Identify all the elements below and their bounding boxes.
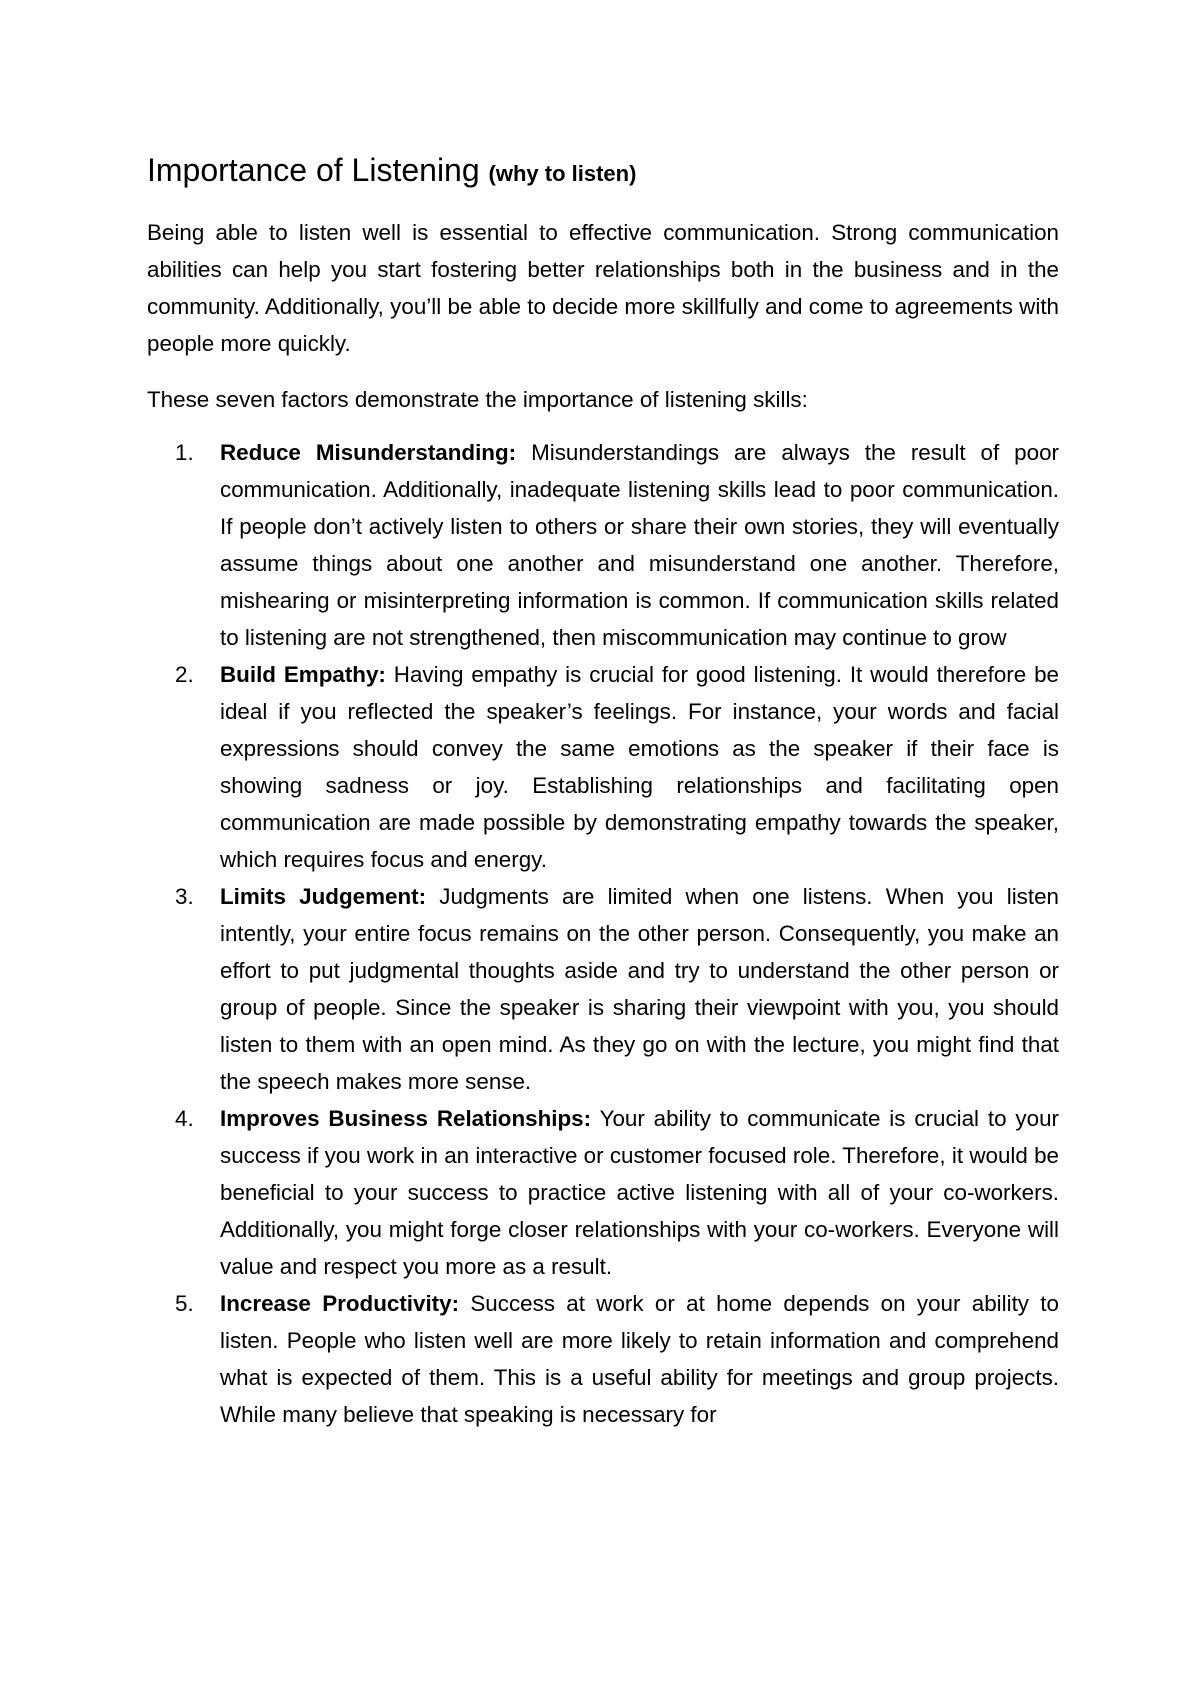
title-suffix: (why to listen) bbox=[488, 161, 637, 186]
item-text: Success at work or at home depends on your ability to listen. People who listen well are more likely to retain information and comprehend what is expected of them. This is a useful ability for meetings and group projects. While many believe that speaking is necessary for bbox=[220, 1291, 1059, 1427]
item-number: 3. bbox=[175, 884, 194, 909]
item-number: 5. bbox=[175, 1291, 194, 1316]
item-term: Build Empathy: bbox=[220, 662, 386, 687]
list-item bbox=[147, 656, 1059, 878]
factors-list bbox=[147, 434, 1059, 1433]
item-text: Judgments are limited when one listens. When you listen intently, your entire focus remains on the other person. Consequently, you make an effort to put judgmental thoughts aside and try to understand the other person or group of people. Since the speaker is sharing their viewpoint with you, you should listen to them with an open mind. As they go on with the lecture, you might find that the speech makes more sense. bbox=[220, 884, 1059, 1094]
item-text: Having empathy is crucial for good listening. It would therefore be ideal if you reflected the speaker’s feelings. For instance, your words and facial expressions should convey the same emotions as the speaker if their face is showing sadness or joy. Establishing relationships and facilitating open communication are made possible by demonstrating empathy towards the speaker, which requires focus and energy. bbox=[220, 662, 1059, 872]
list-item bbox=[147, 1285, 1059, 1433]
list-item bbox=[147, 878, 1059, 1100]
item-text: Misunderstandings are always the result of poor communication. Additionally, inadequate listening skills lead to poor communication. If people don’t actively listen to others or share their own stories, they will eventually assume things about one another and misunderstand one another. Therefore, mishearing or misinterpreting information is common. If communication skills related to listening are not strengthened, then miscommunication may continue to grow bbox=[220, 440, 1059, 650]
list-item bbox=[147, 434, 1059, 656]
item-term: Improves Business Relationships: bbox=[220, 1106, 592, 1131]
item-number: 4. bbox=[175, 1106, 194, 1131]
item-term: Increase Productivity: bbox=[220, 1291, 460, 1316]
item-term: Reduce Misunderstanding: bbox=[220, 440, 517, 465]
list-lead-in: These seven factors demonstrate the importance of listening skills: bbox=[147, 387, 808, 412]
item-term: Limits Judgement: bbox=[220, 884, 427, 909]
item-text: Your ability to communicate is crucial to your success if you work in an interactive or customer focused role. Therefore, it would be beneficial to your success to practice active listening with all of your co-workers. Additionally, you might forge closer relationships with your co-workers. Everyone will value and respect you more as a result. bbox=[220, 1106, 1059, 1279]
item-number: 2. bbox=[175, 662, 194, 687]
title-text: Importance of Listening bbox=[147, 152, 480, 188]
list-item bbox=[147, 1100, 1059, 1285]
intro-paragraph: Being able to listen well is essential to effective communication. Strong communication abilities can help you start fostering better relationships both in the business and in the community. Additionally, you’ll be able to decide more skillfully and come to agreements with people more quickly. bbox=[147, 220, 1059, 356]
document-title bbox=[147, 150, 636, 194]
item-number: 1. bbox=[175, 440, 194, 465]
